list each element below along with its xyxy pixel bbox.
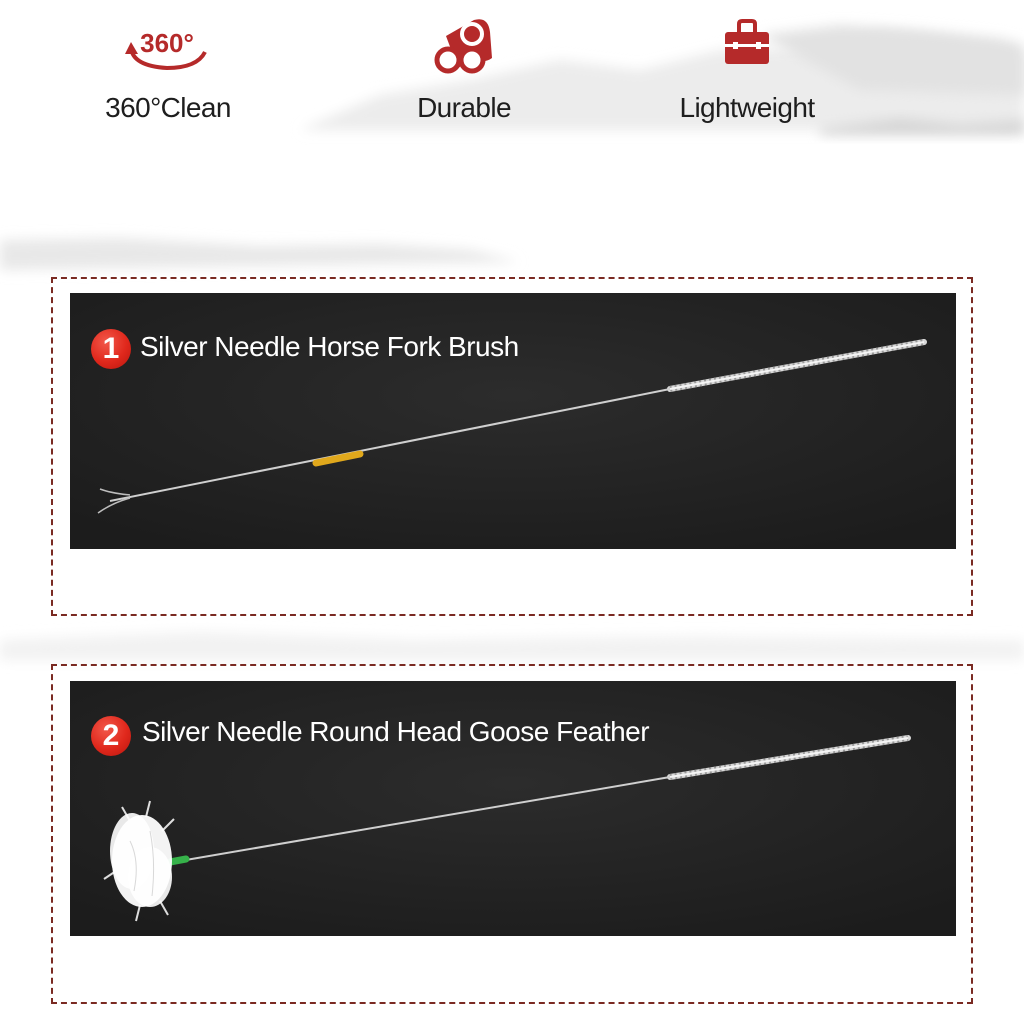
- product-card-1: [51, 277, 973, 616]
- product-card-2: [51, 664, 973, 1004]
- product-photo-panel: [70, 293, 956, 549]
- svg-text:360°: 360°: [140, 28, 194, 58]
- durable-rings-icon: [424, 14, 504, 78]
- feature-label: Durable: [417, 92, 511, 123]
- step-number-badge: 2: [91, 716, 131, 756]
- rotate-360-icon: [123, 14, 213, 78]
- product-title: Silver Needle Round Head Goose Feather: [142, 716, 650, 747]
- feature-label: Lightweight: [679, 92, 815, 123]
- feature-row: [0, 0, 1024, 150]
- toolbox-icon: [717, 14, 777, 78]
- feature-durable: [354, 14, 574, 124]
- feature-lightweight: [637, 14, 857, 124]
- feature-360-clean: [58, 14, 278, 124]
- step-number-badge: 1: [91, 329, 131, 369]
- product-title: Silver Needle Horse Fork Brush: [140, 331, 519, 362]
- product-photo-panel: [70, 681, 956, 936]
- feature-label: 360°Clean: [105, 92, 231, 123]
